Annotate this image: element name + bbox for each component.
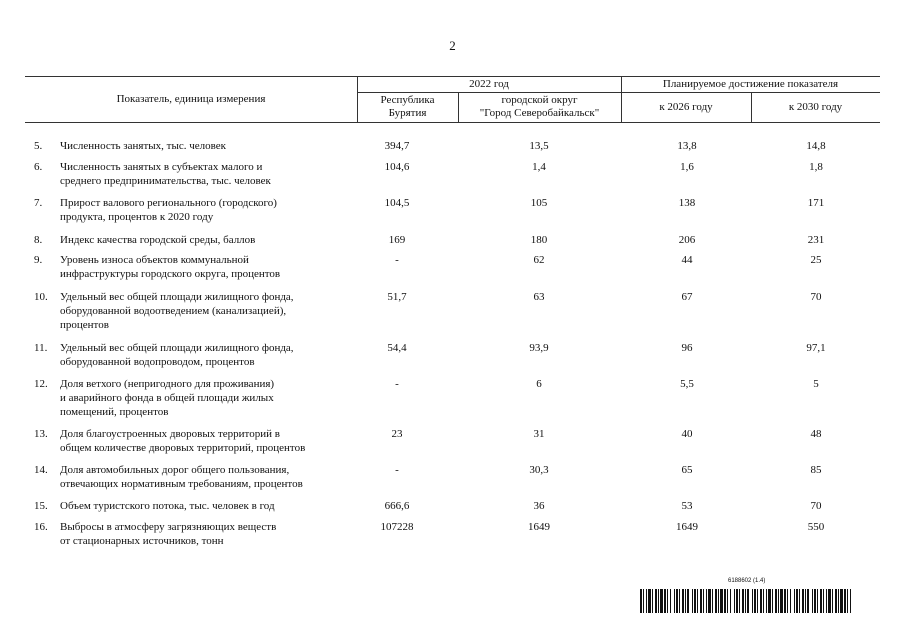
value-republic: - — [395, 378, 399, 390]
value-2030: 171 — [807, 197, 825, 209]
value-2026: 65 — [681, 464, 693, 476]
row-number: 7. — [34, 197, 43, 209]
row-number: 10. — [34, 291, 48, 303]
value-city: 93,9 — [529, 342, 549, 354]
value-2030: 550 — [807, 521, 825, 533]
value-2026: 44 — [681, 254, 693, 266]
value-republic: 666,6 — [384, 500, 410, 512]
value-republic: - — [395, 254, 399, 266]
value-city: 180 — [530, 234, 548, 246]
value-2026: 206 — [678, 234, 696, 246]
value-republic: 51,7 — [387, 291, 407, 303]
barcode-label: 6188602 (1.4) — [728, 578, 766, 584]
value-republic: 107228 — [380, 521, 414, 533]
value-city: 13,5 — [529, 140, 549, 152]
row-label: Выбросы в атмосферу загрязняющих веществ от стационарных источников, тонн — [60, 521, 277, 547]
header-col-2030: к 2030 году — [788, 101, 843, 113]
header-col-city: городской округ "Город Северобайкальск" — [479, 94, 600, 119]
barcode — [640, 589, 853, 613]
value-republic: 104,5 — [384, 197, 410, 209]
value-2026: 96 — [681, 342, 693, 354]
row-label: Доля ветхого (непригодного для проживания) и аварийного фонда в общей площади жилых помещений, процентов — [60, 378, 275, 418]
subheader-divider — [357, 92, 880, 93]
value-2026: 53 — [681, 500, 693, 512]
value-2030: 70 — [810, 291, 822, 303]
header-indicator: Показатель, единица измерения — [116, 93, 266, 105]
page-number: 2 — [449, 38, 456, 53]
row-number: 15. — [34, 500, 48, 512]
header-year-group: 2022 год — [469, 78, 509, 90]
value-2030: 14,8 — [806, 140, 826, 152]
row-number: 14. — [34, 464, 48, 476]
value-2026: 5,5 — [680, 378, 694, 390]
row-label: Численность занятых, тыс. человек — [60, 140, 227, 152]
header-bottom-border — [25, 122, 880, 123]
row-number: 8. — [34, 234, 43, 246]
value-2026: 13,8 — [677, 140, 697, 152]
row-label: Удельный вес общей площади жилищного фонда, оборудованной водопроводом, процентов — [60, 342, 294, 368]
value-2030: 70 — [810, 500, 822, 512]
value-2026: 1649 — [676, 521, 698, 533]
row-number: 6. — [34, 161, 43, 173]
value-2030: 85 — [810, 464, 822, 476]
row-label: Индекс качества городской среды, баллов — [60, 234, 256, 246]
value-city: 30,3 — [529, 464, 549, 476]
row-number: 16. — [34, 521, 48, 533]
value-2030: 231 — [807, 234, 825, 246]
value-city: 63 — [533, 291, 545, 303]
value-republic: 104,6 — [384, 161, 410, 173]
value-2026: 67 — [681, 291, 693, 303]
row-label: Доля автомобильных дорог общего пользования, отвечающих нормативным требованиям, процентов — [60, 464, 303, 490]
header-planned-group: Планируемое достижение показателя — [662, 78, 839, 90]
row-number: 13. — [34, 428, 48, 440]
value-2030: 97,1 — [806, 342, 826, 354]
value-city: 62 — [533, 254, 545, 266]
value-republic: 54,4 — [387, 342, 407, 354]
row-number: 12. — [34, 378, 48, 390]
value-city: 1,4 — [532, 161, 546, 173]
row-number: 11. — [34, 342, 48, 354]
row-label: Объем туристского потока, тыс. человек в год — [60, 500, 275, 512]
value-city: 105 — [530, 197, 548, 209]
header-col-republic: Республика Бурятия — [380, 94, 435, 119]
header-col-2026: к 2026 году — [659, 101, 713, 113]
value-2030: 5 — [813, 378, 819, 390]
row-number: 5. — [34, 140, 43, 152]
value-2030: 1,8 — [809, 161, 823, 173]
value-2030: 25 — [810, 254, 822, 266]
value-2030: 48 — [810, 428, 822, 440]
value-2026: 138 — [678, 197, 696, 209]
row-label: Уровень износа объектов коммунальной инфраструктуры городского округа, процентов — [60, 254, 281, 280]
value-city: 1649 — [528, 521, 550, 533]
row-label: Прирост валового регионального (городского) продукта, процентов к 2020 году — [60, 197, 277, 223]
value-2026: 40 — [681, 428, 693, 440]
table-top-border — [25, 76, 880, 77]
value-republic: 169 — [388, 234, 406, 246]
value-republic: 23 — [391, 428, 403, 440]
row-label: Численность занятых в субъектах малого и среднего предпринимательства, тыс. человек — [60, 161, 271, 187]
value-republic: 394,7 — [384, 140, 410, 152]
value-republic: - — [395, 464, 399, 476]
value-2026: 1,6 — [680, 161, 694, 173]
value-city: 31 — [533, 428, 545, 440]
value-city: 6 — [536, 378, 542, 390]
value-city: 36 — [533, 500, 545, 512]
row-number: 9. — [34, 254, 43, 266]
row-label: Удельный вес общей площади жилищного фонда, оборудованной водоотведением (канализацией), процентов — [60, 291, 294, 331]
row-label: Доля благоустроенных дворовых территорий в общем количестве дворовых территорий, процентов — [60, 428, 306, 454]
